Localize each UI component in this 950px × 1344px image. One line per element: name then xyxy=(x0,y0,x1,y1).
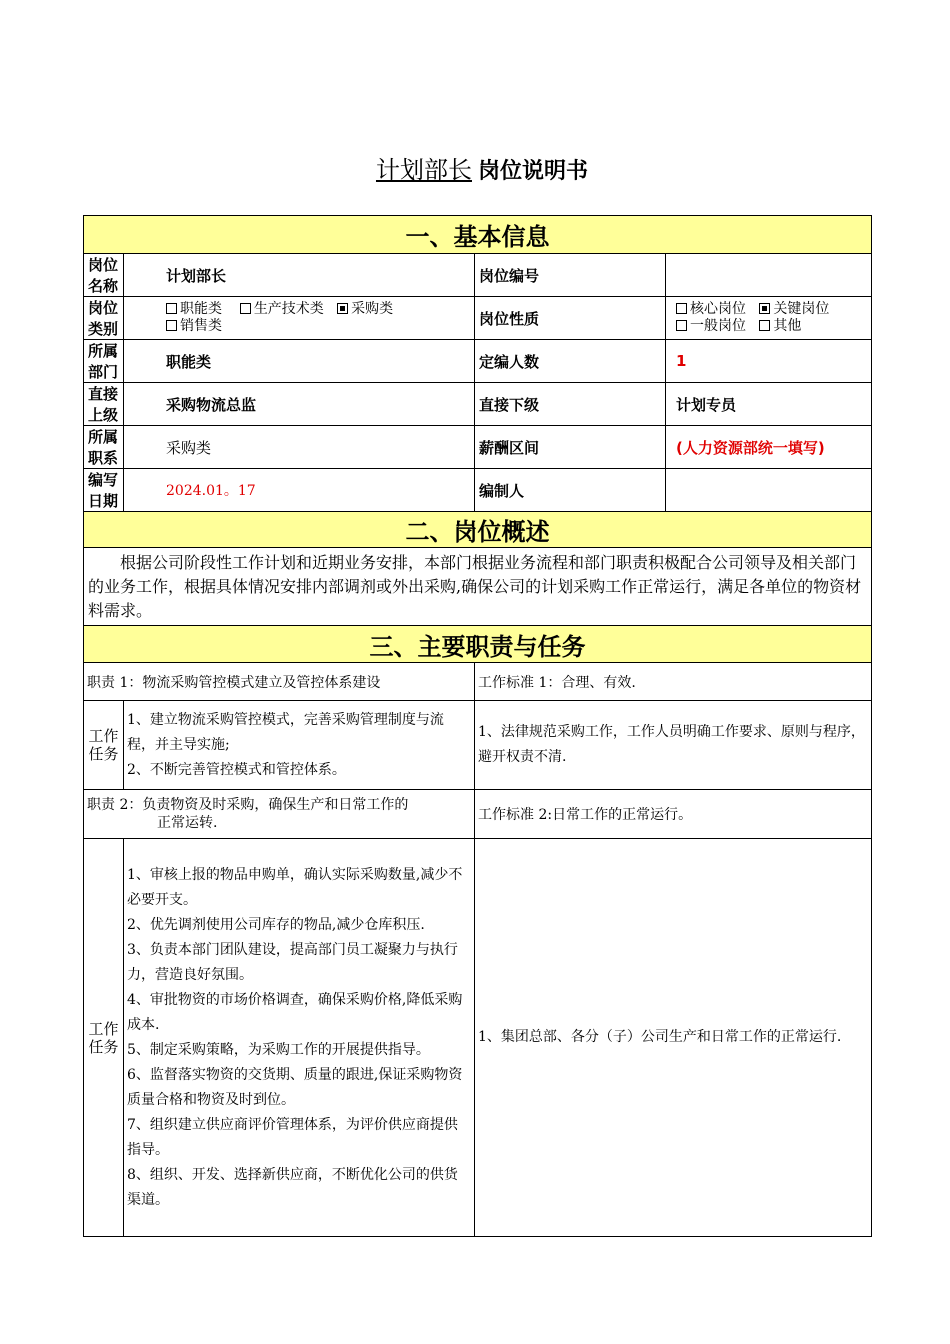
document-title xyxy=(0,150,950,185)
value-author xyxy=(666,469,872,512)
list-item: 1、审核上报的物品申购单，确认实际采购数量,减少不必要开支。 xyxy=(127,866,463,908)
job-description-table xyxy=(83,215,872,1237)
value-headcount: 1 xyxy=(666,340,872,383)
task-list-1 xyxy=(124,701,475,790)
task-label-1: 工作任务 xyxy=(84,701,124,790)
label-author: 编制人 xyxy=(475,469,666,512)
standard-2: 工作标准 2:日常工作的正常运行。 xyxy=(475,790,872,839)
list-item: 6、监督落实物资的交货期、质量的跟进,保证采购物资质量合格和物资及时到位。 xyxy=(127,1066,463,1108)
title-suffix: 岗位说明书 xyxy=(477,159,588,184)
task-standard-2: 1、集团总部、各分（子）公司生产和日常工作的正常运行. xyxy=(475,839,872,1237)
checkbox-icon[interactable] xyxy=(166,303,177,314)
value-subordinate: 计划专员 xyxy=(666,383,872,426)
list-item: 3、负责本部门团队建设，提高部门员工凝聚力与执行力，营造良好氛围。 xyxy=(127,941,458,983)
duty-2: 职责 2：负责物资及时采购，确保生产和日常工作的 正常运转. xyxy=(84,790,475,839)
value-position-name: 计划部长 xyxy=(124,254,475,297)
label-position-category: 岗位类别 xyxy=(84,297,124,340)
label-department: 所属部门 xyxy=(84,340,124,383)
title-position: 计划部长 xyxy=(375,156,472,184)
label-superior: 直接上级 xyxy=(84,383,124,426)
position-category-options: 职能类 生产技术类 采购类 销售类 xyxy=(124,297,475,340)
position-nature-options: 核心岗位 关键岗位 一般岗位 其他 xyxy=(666,297,872,340)
task-label-2: 工作任务 xyxy=(84,839,124,1237)
label-headcount: 定编人数 xyxy=(475,340,666,383)
task-list-2 xyxy=(124,839,475,1237)
value-position-code xyxy=(666,254,872,297)
list-item: 1、建立物流采购管控模式，完善采购管理制度与流程，并主导实施; xyxy=(127,711,444,753)
checkbox-checked-icon[interactable] xyxy=(337,303,348,314)
checkbox-icon[interactable] xyxy=(759,320,770,331)
section-basic-info-heading: 一、基本信息 xyxy=(84,216,872,254)
duty-1: 职责 1：物流采购管控模式建立及管控体系建设 xyxy=(84,663,475,701)
list-item: 8、组织、开发、选择新供应商，不断优化公司的供货渠道。 xyxy=(127,1166,458,1208)
overview-text: 根据公司阶段性工作计划和近期业务安排，本部门根据业务流程和部门职责积极配合公司领导及相关部门的业务工作，根据具体情况安排内部调剂或外出采购,确保公司的计划采购工作正常运行，满足各单位的物资材料需求。 xyxy=(84,548,872,626)
label-position-nature: 岗位性质 xyxy=(475,297,666,340)
checkbox-icon[interactable] xyxy=(676,303,687,314)
checkbox-icon[interactable] xyxy=(240,303,251,314)
list-item: 4、审批物资的市场价格调查，确保采购价格,降低采购成本. xyxy=(127,991,463,1033)
task-standard-1: 1、法律规范采购工作，工作人员明确工作要求、原则与程序，避开权责不清. xyxy=(475,701,872,790)
value-superior: 采购物流总监 xyxy=(124,383,475,426)
label-position-code: 岗位编号 xyxy=(475,254,666,297)
checkbox-checked-icon[interactable] xyxy=(759,303,770,314)
list-item: 7、组织建立供应商评价管理体系，为评价供应商提供指导。 xyxy=(127,1116,458,1158)
value-salary-range: (人力资源部统一填写) xyxy=(666,426,872,469)
value-write-date: 2024.01。17 xyxy=(124,469,475,512)
checkbox-icon[interactable] xyxy=(676,320,687,331)
label-job-family: 所属职系 xyxy=(84,426,124,469)
section-overview-heading: 二、岗位概述 xyxy=(84,512,872,548)
label-salary-range: 薪酬区间 xyxy=(475,426,666,469)
label-subordinate: 直接下级 xyxy=(475,383,666,426)
list-item: 2、不断完善管控模式和管控体系。 xyxy=(127,761,346,778)
value-job-family: 采购类 xyxy=(124,426,475,469)
standard-1: 工作标准 1：合理、有效. xyxy=(475,663,872,701)
section-duties-heading: 三、主要职责与任务 xyxy=(84,626,872,663)
label-position-name: 岗位名称 xyxy=(84,254,124,297)
checkbox-icon[interactable] xyxy=(166,320,177,331)
list-item: 2、优先调剂使用公司库存的物品,减少仓库积压. xyxy=(127,916,425,933)
label-write-date: 编写日期 xyxy=(84,469,124,512)
list-item: 5、制定采购策略，为采购工作的开展提供指导。 xyxy=(127,1041,430,1058)
value-department: 职能类 xyxy=(124,340,475,383)
